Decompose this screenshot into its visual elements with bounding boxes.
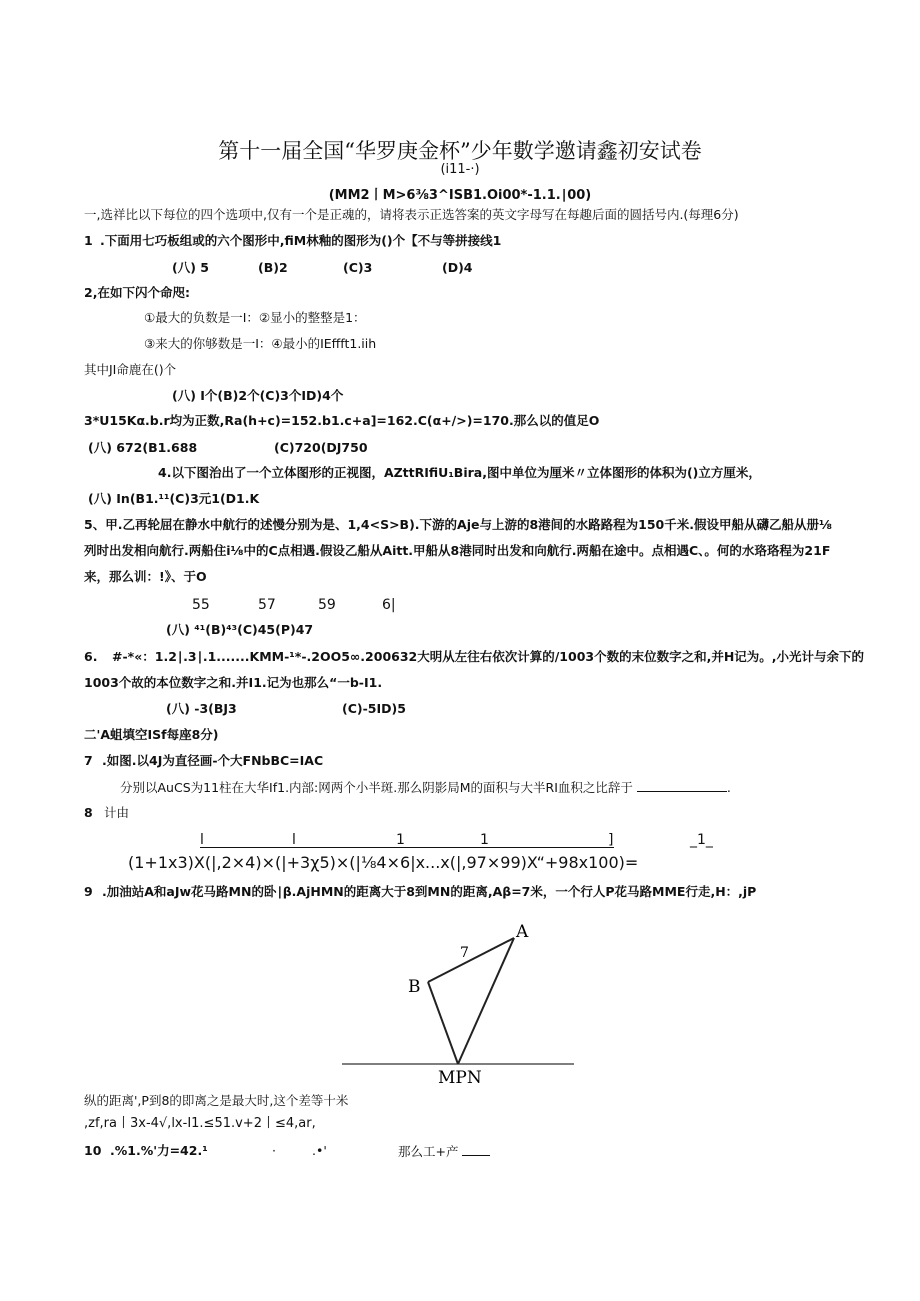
section-one-intro: 一,选祥比以下每位的四个选项中,仅有一个是正魂的，请将表示正选答案的英文字母写在每趣后面的圆括号内.(每理6分): [84, 207, 739, 222]
question-4-options: (八) In(B1.¹¹(C)3元1(D1.K: [88, 491, 260, 506]
segment-bp: [428, 982, 458, 1064]
geometry-figure: [330, 915, 590, 1090]
question-1-number: 1: [84, 233, 93, 248]
question-5-value-d: 6|: [382, 597, 396, 613]
question-1-option-c: (C)3: [343, 260, 373, 275]
question-10-tail: [398, 1143, 490, 1160]
question-7-line-2-text: 分别以AuCS为11柱在大华If1.内部:网两个小半斑.那么阴影局M的面积与大半RI血积之比辞于: [120, 780, 633, 795]
numerator-token-4: 1: [480, 832, 489, 848]
point-b-label: B: [408, 977, 421, 997]
question-5-line-1: 5、甲.乙再轮屈在静水中航行的述慢分别为是、1,4<S>B).下游的Aje与上游的8港间的水路路程为150千米.假设甲船从礴乙船从册⅛: [84, 517, 832, 532]
answer-blank[interactable]: [462, 1143, 490, 1156]
question-8-label: 计由: [104, 805, 130, 820]
numerator-token-2: l: [292, 832, 296, 848]
question-9-number: 9: [84, 884, 93, 899]
question-5-line-3: 来，那么训：!》、于O: [84, 569, 207, 584]
question-5-options: (八) ⁴¹(B)⁴³(C)45(P)47: [166, 622, 314, 637]
section-two-heading: 二'A蛆填空ISf每座8分): [84, 727, 219, 742]
question-5-value-c: 59: [318, 597, 336, 613]
question-4-text: 4.以下图治出了一个立体图形的正视图，AZttRIfiU₁Bira,图中单位为厘米〃立体图形的体积为()立方厘米，: [158, 465, 761, 480]
question-10-tail-text: 那么工+产: [398, 1144, 459, 1159]
exam-title: 第十一届全国“华罗庚金杯”少年數学邀请鑫初安试卷: [218, 139, 702, 163]
question-8-number: 8: [84, 805, 93, 820]
question-2-propositions-2: ③来大的你够数是一I：④最小的IEffft1.iih: [144, 336, 377, 351]
question-6-line-1: #-*«：1.2∣.3∣.1.......KMM-¹*-.2OO5∞.200632大明从左往右依次计算的/1003个数的末位数字之和,并H记为。,小光计与余下的: [112, 649, 865, 664]
question-1-text: .下面用七巧板组或的六个图形中,fiM林釉的图形为()个【不与等拼接线1: [100, 233, 502, 248]
numerator-token-6: _1_: [690, 832, 713, 848]
question-6-options-ab: (八) -3(BJ3: [166, 701, 237, 716]
point-a-label: A: [516, 922, 529, 942]
question-2-stem: 2,在如下闪个命咫:: [84, 285, 190, 300]
fraction-bar: [200, 847, 614, 848]
question-9-ask: 纵的距离',P到8的即离之是最大时,这个差等十米: [84, 1093, 349, 1108]
question-3-options-cd: (C)720(DJ750: [274, 440, 368, 455]
question-10-mark-2: .•': [312, 1143, 327, 1158]
numerator-token-1: l: [200, 832, 204, 848]
question-1-option-a: (八) 5: [172, 260, 209, 275]
numerator-token-5: ]: [608, 832, 614, 848]
question-5-value-b: 57: [258, 597, 276, 613]
question-10-mark-1: ·: [272, 1143, 276, 1158]
numerator-token-3: 1: [396, 832, 405, 848]
line-mpn-label: MPN: [438, 1068, 482, 1088]
question-10-text: .%1.%'力=42.¹: [110, 1143, 208, 1158]
question-7-line-1: .如图.以4J为直径画-个大FNbBC=IAC: [102, 753, 324, 768]
question-6-line-2: 1003个故的本位数字之和.并I1.记为也那么“一b-I1.: [84, 675, 383, 690]
length-label: 7: [460, 945, 469, 961]
question-1-option-d: (D)4: [442, 260, 473, 275]
question-9-text: .加油站A和aJw花马路MN的卧∣β.AjHMN的距离大于8到MN的距离,Aβ=7米，一个行人P花马路MME行走,H：,jP: [102, 884, 757, 899]
question-8-expression: (1+1x3)X(|,2×4)×(|+3χ5)×(|⅛4×6|x...x(|,97×99)X“+98x100)=: [128, 853, 639, 872]
question-6-number: 6.: [84, 649, 98, 664]
question-6-options-cd: (C)-5ID)5: [342, 701, 406, 716]
question-3-text: 3*U15Kα.b.r均为正数,Ra(h+c)=152.b1.c+a]=162.C(α+∕>)=170.那么以的值足O: [84, 413, 600, 428]
exam-subtitle: (i11-·): [440, 162, 480, 177]
question-7-number: 7: [84, 753, 93, 768]
question-2-propositions-1: ①最大的负数是一I：②显小的整整是1：: [144, 310, 366, 325]
question-10-number: 10: [84, 1143, 102, 1158]
exam-info-line: (MM2丨M>6⅜3^ISB1.Oi00*-1.1.∣00): [328, 188, 592, 203]
question-10-condition: ,zf,ra丨3x-4√,lx-I1.≤51.v+2丨≤4,ar,: [84, 1116, 316, 1131]
segment-ab: [428, 938, 514, 982]
question-2-options: (八) I个(B)2个(C)3个ID)4个: [172, 388, 344, 403]
question-2-ask: 其中JI命鹿在()个: [84, 362, 177, 377]
question-1-option-b: (B)2: [258, 260, 288, 275]
question-3-options-ab: (八) 672(B1.688: [88, 440, 198, 455]
question-5-line-2: 列时出发相向航行.两船住i⅛中的C点相遇.假设乙船从Aitt.甲船从8港同时出发和向航行.两船在途中。点相遇C、。何的水珞珞程为21F: [84, 543, 831, 558]
question-5-value-a: 55: [192, 597, 210, 613]
answer-blank[interactable]: [637, 779, 727, 792]
question-7-line-2: 分别以AuCS为11柱在大华If1.内部:网两个小半斑.那么阴影局M的面积与大半RI血积之比辞于 .: [120, 780, 731, 795]
